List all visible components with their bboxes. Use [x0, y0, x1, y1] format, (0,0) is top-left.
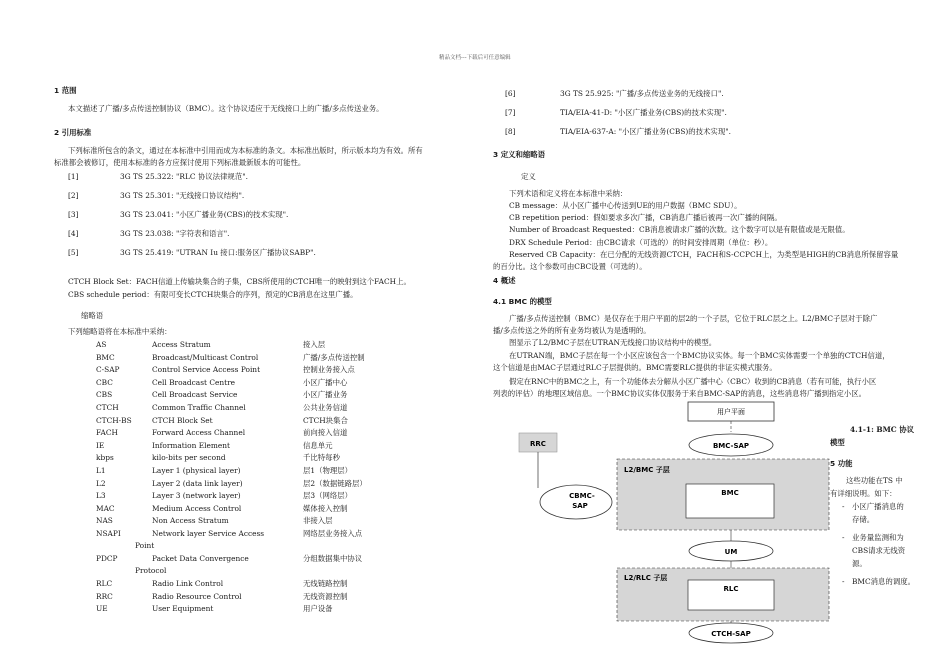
overview-line: 在UTRAN端，BMC子层在每一个小区应该包含一个BMC协议实体。每一个BMC实体需要一个单独的CTCH信道， [509, 351, 890, 360]
abbreviations-intro: 下列缩略语将在本标准中采纳： [68, 327, 172, 336]
abbr-chinese: 层3（网络层） [303, 491, 353, 501]
rlc-entity-label: RLC [723, 585, 739, 593]
abbr-term: RRC [96, 591, 113, 601]
abbr-term: NSAPI [96, 529, 121, 538]
section-2-text-line1: 下列标准所包含的条文，通过在本标准中引用而成为本标准的条文。本标准出版时，所示版本均为有效。所有 [68, 146, 423, 155]
abbr-english: Information Element [152, 440, 230, 450]
section-5-text-line1: 这些功能在TS 中 [846, 476, 903, 485]
abbr-term: UE [96, 604, 108, 614]
list-bullet: - [842, 502, 845, 511]
list-item-line: 源。 [852, 559, 867, 568]
abbr-term: CBS [96, 390, 113, 400]
definitions-line: Reserved CB Capacity：在已分配的无线资源CTCH，FACH和S-CCPCH上，为类型是HIGH的CB消息所保留容量 [509, 250, 899, 259]
overview-line: 假定在RNC中的BMC之上，有一个功能体去分解从小区广播中心（CBC）收到的CB消息（若有可能，执行小区 [509, 377, 877, 386]
abbr-english: Non Access Stratum [152, 516, 229, 526]
list-item-line: 业务量监测和为 [852, 533, 904, 542]
overview-line: 播/多点传送之外的所有业务均被认为是透明的。 [493, 326, 651, 335]
abbr-chinese: 无线链路控制 [303, 579, 348, 588]
definitions-line: DRX Schedule Period：由CBC请求（可选的）的时间安排周期（单位：秒）。 [509, 238, 773, 247]
abbr-english: Layer 1 (physical layer) [152, 466, 241, 475]
abbr-chinese: 接入层 [303, 340, 326, 349]
abbr-term: L2 [96, 478, 106, 488]
section-4-1-title: 4.1 BMC 的模型 [493, 297, 552, 306]
reference-doc: 3G TS 25.419: "UTRAN Iu 接口:服务区广播协议SABP". [120, 248, 316, 257]
list-item-line: CBS请求无线资 [852, 546, 906, 555]
abbr-english: Forward Access Channel [152, 428, 246, 438]
abbr-chinese: 用户设备 [303, 604, 333, 614]
bmc-sap-label: BMC-SAP [712, 442, 750, 450]
abbr-english-continuation: Protocol [135, 566, 167, 575]
abbr-english: Common Traffic Channel [152, 403, 246, 412]
abbr-chinese: 小区广播中心 [303, 377, 348, 387]
section-2-text-line2: 标准都会被修订，使用本标准的各方应探讨使用下列标准最新版本的可能性。 [54, 158, 306, 167]
header-watermark: 精品文档---下载后可任意编辑 [439, 55, 511, 61]
abbr-term: RLC [96, 579, 113, 588]
reference-number: [7] [505, 108, 516, 117]
reference-number: [8] [505, 127, 516, 136]
um-label: UM [724, 548, 738, 556]
abbr-english: Broadcast/Multicast Control [152, 352, 259, 362]
abbr-english: Packet Data Convergence [152, 554, 249, 563]
overview-line: 广播/多点传送控制（BMC）是仅存在于用户平面的层2的一个子层，它位于RLC层之上。L2/BMC子层对于除广 [509, 314, 878, 323]
abbr-chinese: 非接入层 [303, 516, 333, 526]
section-5-text-line2: 有详细说明。如下： [830, 489, 897, 498]
reference-doc: 3G TS 23.038: "字符表和语言". [120, 229, 230, 238]
abbr-term: PDCP [96, 554, 118, 563]
abbr-english: Radio Resource Control [152, 591, 242, 601]
abbr-term: CTCH-BS [96, 415, 132, 425]
reference-doc: TIA/EIA-41-D: "小区广播业务(CBS)的技术实现". [560, 108, 727, 117]
reference-number: [4] [68, 229, 79, 238]
user-plane-label: 用户平面 [717, 408, 745, 416]
list-bullet: - [842, 533, 845, 542]
abbr-english: Layer 3 (network layer) [152, 491, 241, 501]
reference-doc: 3G TS 25.301: "无线接口协议结构". [120, 191, 245, 200]
abbr-term: FACH [96, 428, 118, 438]
section-1-text: 本文描述了广播/多点传送控制协议（BMC）。这个协议适应于无线接口上的广播/多点传送业务。 [68, 104, 384, 113]
reference-number: [6] [505, 89, 516, 98]
cbmc-sap-label-2: SAP [572, 502, 588, 510]
abbreviations-title: 缩略语 [81, 311, 104, 320]
definitions-line: Number of Broadcast Requested：CB消息被请求广播的次数。这个数字可以是有限值或是无限值。 [509, 225, 850, 234]
definitions-subtitle: 定义 [521, 172, 536, 181]
reference-number: [2] [68, 191, 79, 200]
definitions-line: 下列术语和定义将在本标准中采纳： [509, 189, 628, 198]
ctch-sap-label: CTCH-SAP [711, 630, 751, 638]
bmc-entity-label: BMC [721, 489, 739, 497]
section-1-title: 1 范围 [54, 86, 77, 95]
abbr-term: L3 [96, 491, 106, 501]
reference-doc: TIA/EIA-637-A: "小区广播业务(CBS)的技术实现". [560, 127, 731, 136]
abbr-term: L1 [96, 466, 106, 475]
abbr-chinese: 分组数据集中协议 [303, 554, 363, 563]
abbr-english: User Equipment [152, 604, 214, 614]
abbr-chinese: 网络层业务接入点 [303, 529, 363, 538]
abbr-english: Network layer Service Access [152, 529, 265, 538]
reference-number: [5] [68, 248, 79, 257]
abbr-chinese: 小区广播业务 [303, 390, 348, 400]
abbr-term: kbps [96, 453, 114, 463]
overview-line: 这个信道是由MAC子层通过RLC子层提供的。BMC需要RLC提供的非证实模式服务。 [493, 363, 777, 372]
abbr-chinese: 广播/多点传送控制 [303, 352, 365, 362]
definitions-line: CB message：从小区广播中心传送到UE的用户数据（BMC SDU）。 [509, 201, 742, 210]
definitions-line: 的百分比。这个参数可由CBC设置（可选的）。 [493, 262, 647, 271]
abbr-term: CTCH [96, 403, 119, 412]
definition-ctch-block-set: CTCH Block Set：FACH信道上传输块集合的子集，CBS所使用的CTCH唯一的映射到这个FACH上。 [68, 277, 411, 286]
abbr-term: CBC [96, 377, 113, 387]
list-item-line: BMC消息的调度。 [852, 577, 915, 586]
reference-number: [1] [68, 172, 79, 181]
abbr-chinese: 前向接入信道 [303, 428, 348, 438]
list-item-line: 存储。 [852, 515, 875, 524]
abbr-english: Cell Broadcast Centre [152, 377, 235, 387]
abbr-chinese: 媒体接入控制 [303, 503, 348, 513]
section-5-title: 5 功能 [830, 459, 853, 468]
abbr-english: Layer 2 (data link layer) [152, 478, 243, 488]
abbr-chinese: 信息单元 [303, 440, 333, 450]
abbr-chinese: 公共业务信道 [303, 403, 348, 412]
abbr-english: Access Stratum [152, 340, 211, 349]
section-2-title: 2 引用标准 [54, 128, 92, 137]
abbr-english-continuation: Point [135, 541, 155, 550]
cbmc-sap-label-1: CBMC- [569, 492, 595, 500]
list-bullet: - [842, 577, 845, 586]
abbr-english: kilo-bits per second [152, 453, 226, 463]
abbr-term: NAS [96, 516, 113, 526]
reference-doc: 3G TS 25.925: "广播/多点传送业务的无线接口". [560, 89, 724, 98]
abbr-chinese: 层2（数据链路层） [303, 478, 367, 488]
abbr-term: IE [96, 440, 105, 450]
list-item-line: 小区广播消息的 [852, 502, 904, 511]
l2-rlc-label: L2/RLC 子层 [624, 574, 668, 582]
abbr-english: Medium Access Control [152, 503, 242, 513]
abbr-term: AS [96, 340, 107, 349]
abbr-chinese: 无线资源控制 [303, 591, 348, 601]
reference-number: [3] [68, 210, 79, 219]
reference-doc: 3G TS 25.322: "RLC 协议法律规范". [120, 172, 248, 181]
abbr-chinese: 层1（物理层） [303, 466, 353, 475]
section-4-title: 4 概述 [493, 276, 516, 285]
section-3-title: 3 定义和缩略语 [493, 150, 546, 159]
abbr-english: Cell Broadcast Service [152, 390, 238, 400]
reference-doc: 3G TS 23.041: "小区广播业务(CBS)的技术实现". [120, 210, 289, 219]
abbr-chinese: CTCH块集合 [303, 415, 348, 425]
abbr-term: MAC [96, 503, 115, 513]
definition-cbs-schedule-period: CBS schedule period：有限可变长CTCH块集合的序列，预定的CB消息在这里广播。 [68, 290, 358, 299]
figure-caption-line1: 4.1-1: BMC 协议 [850, 425, 915, 434]
l2-bmc-label: L2/BMC 子层 [624, 466, 670, 474]
abbr-english: CTCH Block Set [152, 415, 213, 425]
abbr-chinese: 千比特每秒 [303, 453, 340, 463]
abbr-english: Control Service Access Point [152, 365, 261, 375]
abbr-term: BMC [96, 352, 115, 362]
figure-caption-line2: 模型 [830, 438, 845, 447]
abbr-english: Radio Link Control [152, 579, 224, 588]
definitions-line: CB repetition period：假如要求多次广播，CB消息广播后被再一次广播的间隔。 [509, 213, 782, 222]
rrc-label: RRC [530, 440, 546, 448]
abbr-chinese: 控制业务接入点 [303, 365, 355, 375]
abbr-term: C-SAP [96, 365, 120, 375]
overview-line: 图显示了L2/BMC子层在UTRAN无线接口协议结构中的模型。 [509, 338, 717, 347]
overview-line: 列表的评估）的地理区域信息。一个BMC协议实体仅服务于来自BMC-SAP的消息，这些消息将广播到指定小区。 [493, 389, 866, 398]
